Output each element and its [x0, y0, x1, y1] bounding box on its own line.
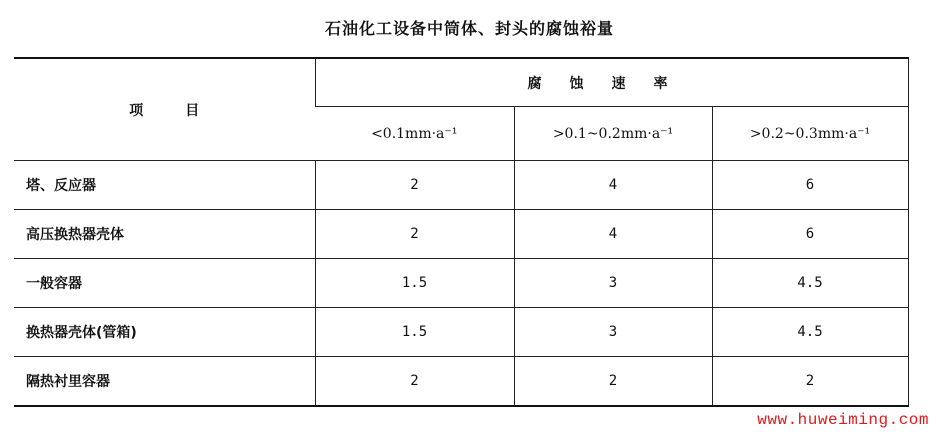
watermark-url: www.huweiming.com — [757, 411, 929, 429]
row-name: 塔、反应器 — [14, 161, 315, 210]
rate-column-header: >0.1~0.2mm·a⁻¹ — [514, 107, 712, 161]
row-name: 隔热衬里容器 — [14, 357, 315, 407]
table-cell: 4 — [514, 210, 712, 259]
item-header-cell — [14, 58, 315, 161]
table-cell: 2 — [712, 357, 908, 407]
table-cell: 1.5 — [315, 259, 514, 308]
rate-column-header: <0.1mm·a⁻¹ — [315, 107, 514, 161]
corrosion-allowance-table — [14, 57, 909, 407]
table-row — [14, 161, 908, 210]
table-cell: 2 — [315, 210, 514, 259]
table-row — [14, 308, 908, 357]
table-cell: 2 — [315, 357, 514, 407]
table-cell: 2 — [315, 161, 514, 210]
table-cell: 3 — [514, 308, 712, 357]
table-cell: 4.5 — [712, 308, 908, 357]
table-cell: 4.5 — [712, 259, 908, 308]
row-name: 换热器壳体(管箱) — [14, 308, 315, 357]
row-name: 一般容器 — [14, 259, 315, 308]
row-name: 高压换热器壳体 — [14, 210, 315, 259]
table-header-row — [14, 58, 908, 107]
table-cell: 4 — [514, 161, 712, 210]
document-title: 石油化工设备中筒体、封头的腐蚀裕量 — [324, 19, 614, 38]
table-cell: 2 — [514, 357, 712, 407]
table-cell: 1.5 — [315, 308, 514, 357]
table-row — [14, 210, 908, 259]
table-row — [14, 357, 908, 407]
table-cell: 6 — [712, 210, 908, 259]
item-header: 项目 — [129, 102, 242, 119]
rate-header: 腐蚀速率 — [315, 58, 908, 107]
table-cell: 6 — [712, 161, 908, 210]
table-cell: 3 — [514, 259, 712, 308]
table-row — [14, 259, 908, 308]
rate-column-header: >0.2~0.3mm·a⁻¹ — [712, 107, 908, 161]
